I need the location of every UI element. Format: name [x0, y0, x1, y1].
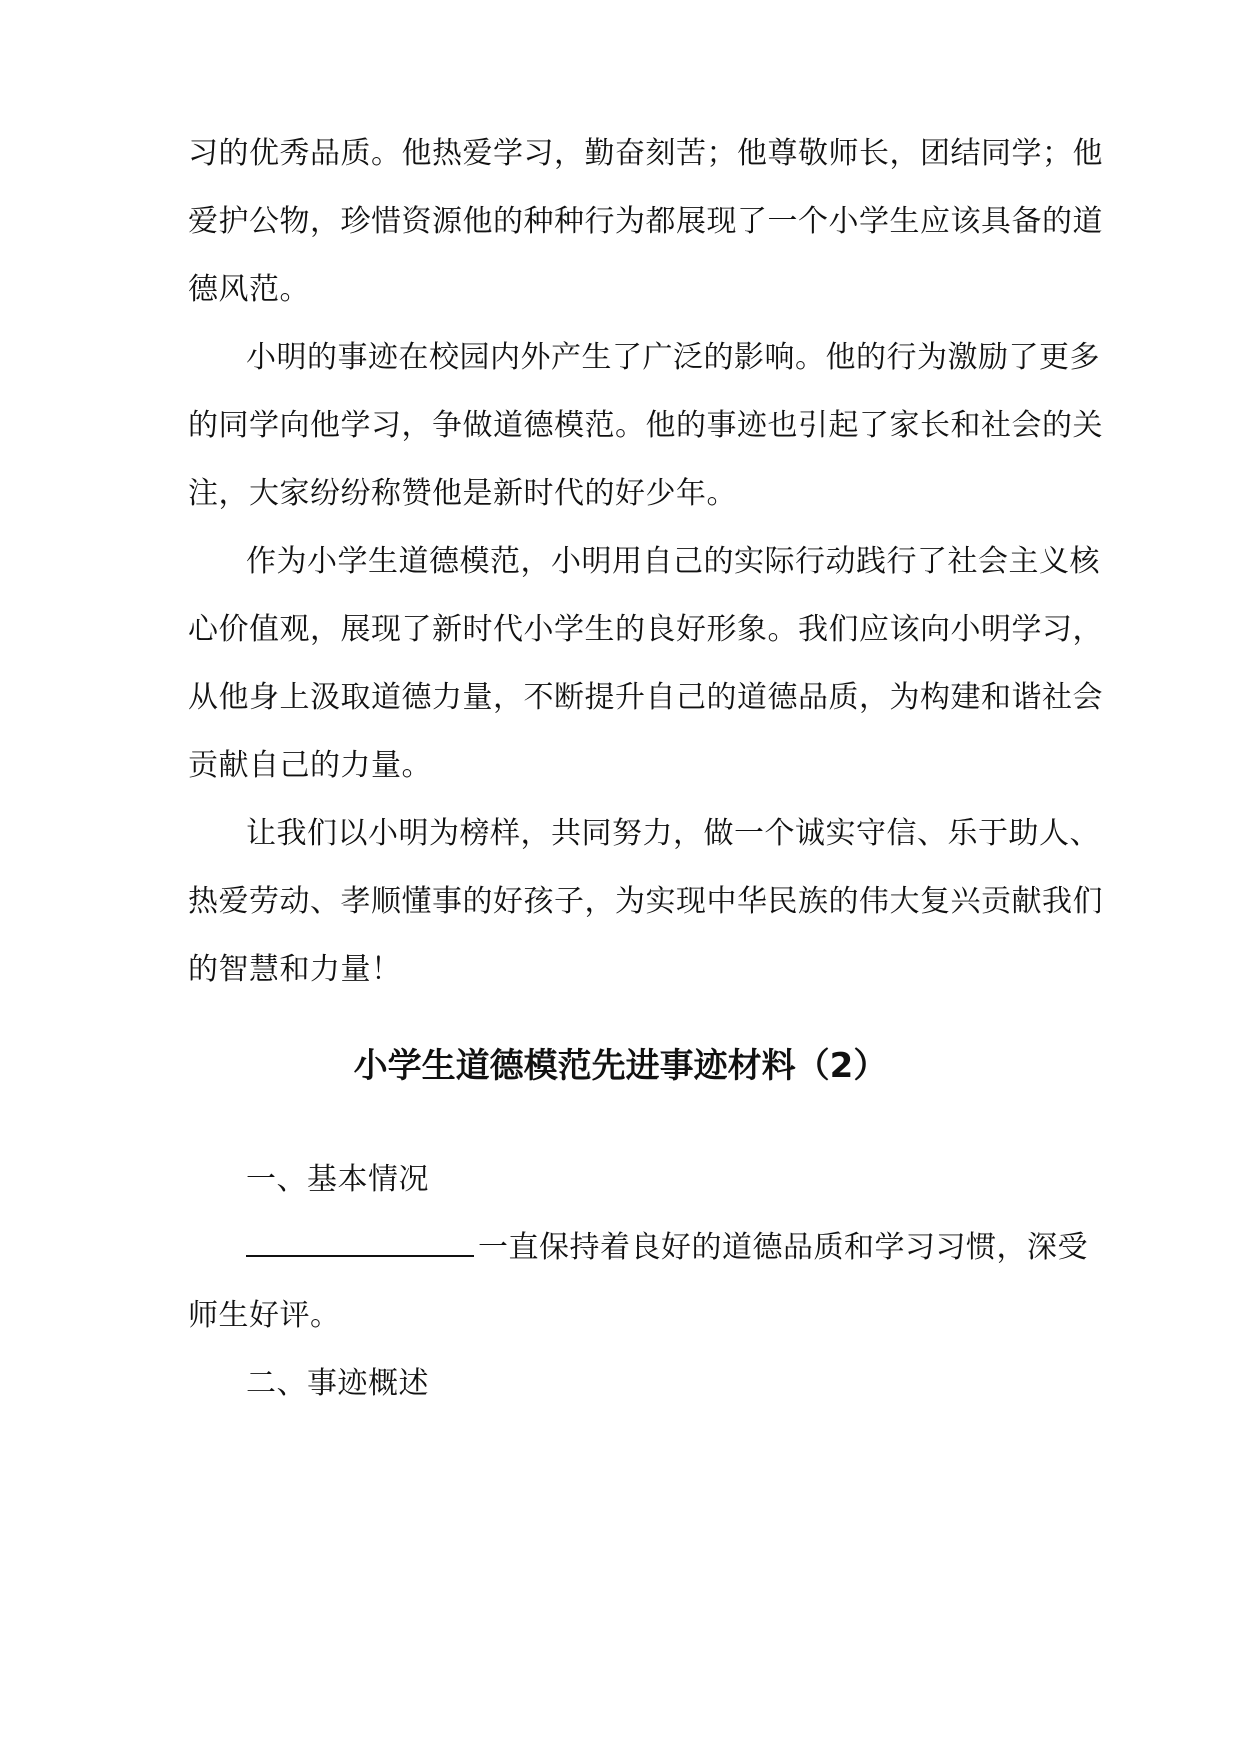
- section-heading: 二、事迹概述: [246, 1366, 429, 1401]
- paragraph-line: 热爱劳动、孝顺懂事的好孩子，为实现中华民族的伟大复兴贡献我们: [188, 884, 1103, 919]
- paragraph-line: 习的优秀品质。他热爱学习，勤奋刻苦；他尊敬师长，团结同学；他: [188, 136, 1103, 171]
- paragraph-text: 一直保持着良好的道德品质和学习习惯，深受: [478, 1230, 1088, 1265]
- section-title: 小学生道德模范先进事迹材料（2）: [353, 1046, 888, 1086]
- name-blank: [246, 1229, 474, 1257]
- paragraph-line: 师生好评。: [188, 1298, 341, 1333]
- paragraph-line: 爱护公物，珍惜资源他的种种行为都展现了一个小学生应该具备的道: [188, 204, 1103, 239]
- paragraph-line: 作为小学生道德模范，小明用自己的实际行动践行了社会主义核: [246, 544, 1100, 579]
- paragraph-line: 心价值观，展现了新时代小学生的良好形象。我们应该向小明学习，: [188, 612, 1103, 647]
- paragraph-line: 的同学向他学习，争做道德模范。他的事迹也引起了家长和社会的关: [188, 408, 1103, 443]
- fill-in-line: [246, 1228, 1088, 1268]
- paragraph-line: 贡献自己的力量。: [188, 748, 432, 783]
- paragraph-line: 小明的事迹在校园内外产生了广泛的影响。他的行为激励了更多: [246, 340, 1100, 375]
- paragraph-line: 从他身上汲取道德力量，不断提升自己的道德品质，为构建和谐社会: [188, 680, 1103, 715]
- paragraph-line: 让我们以小明为榜样，共同努力，做一个诚实守信、乐于助人、: [246, 816, 1100, 851]
- section-heading: 一、基本情况: [246, 1162, 429, 1197]
- paragraph-line: 注，大家纷纷称赞他是新时代的好少年。: [188, 476, 737, 511]
- paragraph-line: 的智慧和力量！: [188, 952, 402, 987]
- paragraph-line: 德风范。: [188, 272, 310, 307]
